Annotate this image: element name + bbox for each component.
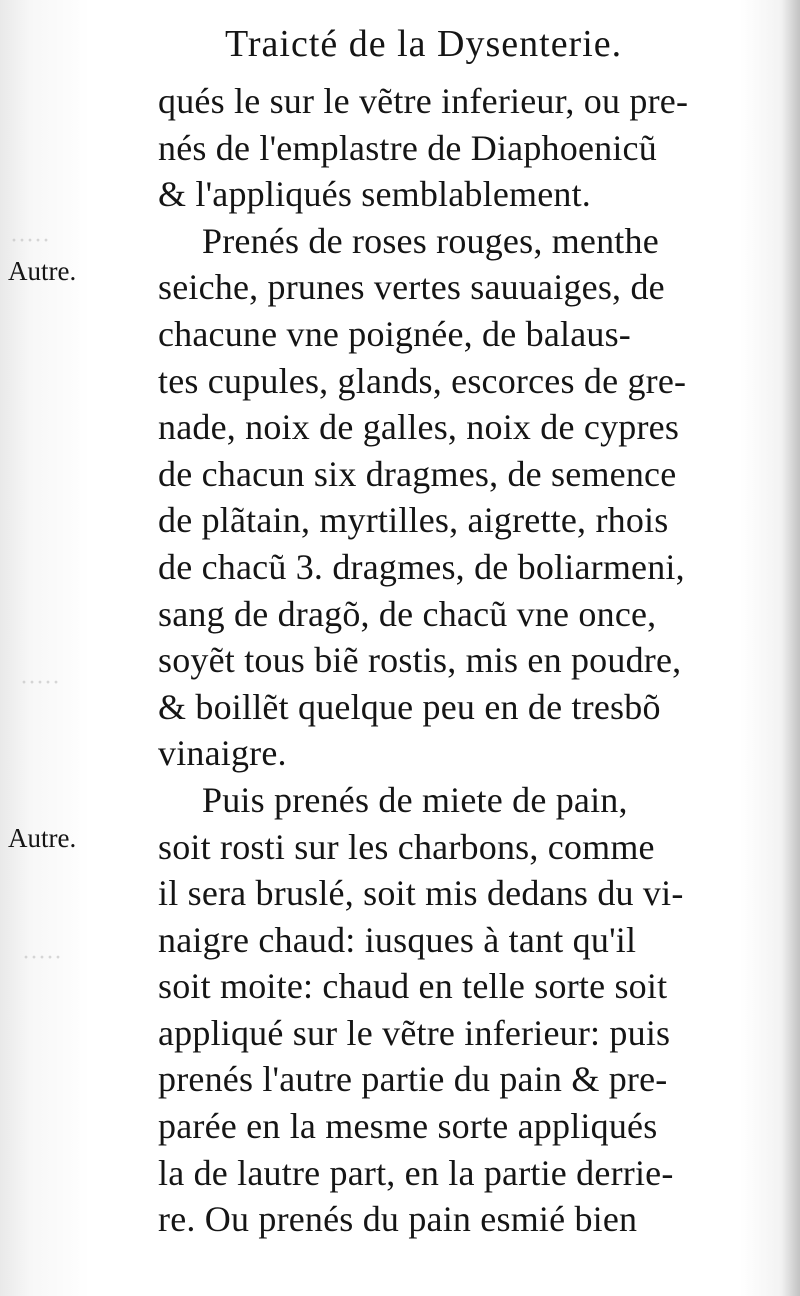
margin-note: Autre.	[8, 823, 77, 853]
text-line: de chacun six dragmes, de semence	[158, 453, 677, 494]
show-through-text: ·····	[10, 228, 50, 254]
text-line: de plãtain, myrtilles, aigrette, rhois	[158, 500, 669, 541]
text-line: appliqué sur le vẽtre inferieur: puis	[158, 1012, 671, 1053]
text-line: soyẽt tous biẽ rostis, mis en poudre,	[158, 640, 682, 681]
text-line: re. Ou prenés du pain esmié bien	[158, 1199, 638, 1240]
text-line: nés de l'emplastre de Diaphoenicũ	[158, 127, 657, 168]
text-line: de chacũ 3. dragmes, de boliarmeni,	[158, 546, 685, 587]
running-title: Traicté de la Dysenterie.	[225, 23, 623, 65]
show-through-text: ·····	[22, 945, 62, 971]
text-line: soit moite: chaud en telle sorte soit	[158, 966, 668, 1007]
text-line: naigre chaud: iusques à tant qu'il	[158, 919, 637, 960]
margin-note: Autre.	[8, 256, 77, 286]
text-line: il sera bruslé, soit mis dedans du vi-	[158, 873, 684, 914]
text-line: vinaigre.	[158, 733, 287, 774]
text-line: seiche, prunes vertes sauuaiges, de	[158, 267, 665, 308]
text-line: nade, noix de galles, noix de cypres	[158, 407, 680, 448]
text-line: tes cupules, glands, escorces de gre-	[158, 360, 687, 401]
text-line: & l'appliqués semblablement.	[158, 174, 591, 215]
body-text	[158, 78, 770, 1243]
text-line: la de lautre part, en la partie derrie-	[158, 1152, 674, 1193]
text-line: sang de dragõ, de chacũ vne once,	[158, 593, 657, 634]
text-line: chacune vne poignée, de balaus-	[158, 313, 631, 354]
text-line: qués le sur le vẽtre inferieur, ou pre-	[158, 81, 689, 121]
text-line: & boillẽt quelque peu en de tresbõ	[158, 686, 661, 727]
text-line: Prenés de roses rouges, menthe	[202, 220, 659, 261]
text-line: prenés l'autre partie du pain & pre-	[158, 1059, 668, 1100]
text-line: parée en la mesme sorte appliqués	[158, 1106, 658, 1147]
text-line: Puis prenés de miete de pain,	[202, 779, 628, 820]
page-edge-shadow	[782, 0, 800, 1296]
text-line: soit rosti sur les charbons, comme	[158, 826, 655, 867]
show-through-text: ·····	[20, 670, 60, 696]
